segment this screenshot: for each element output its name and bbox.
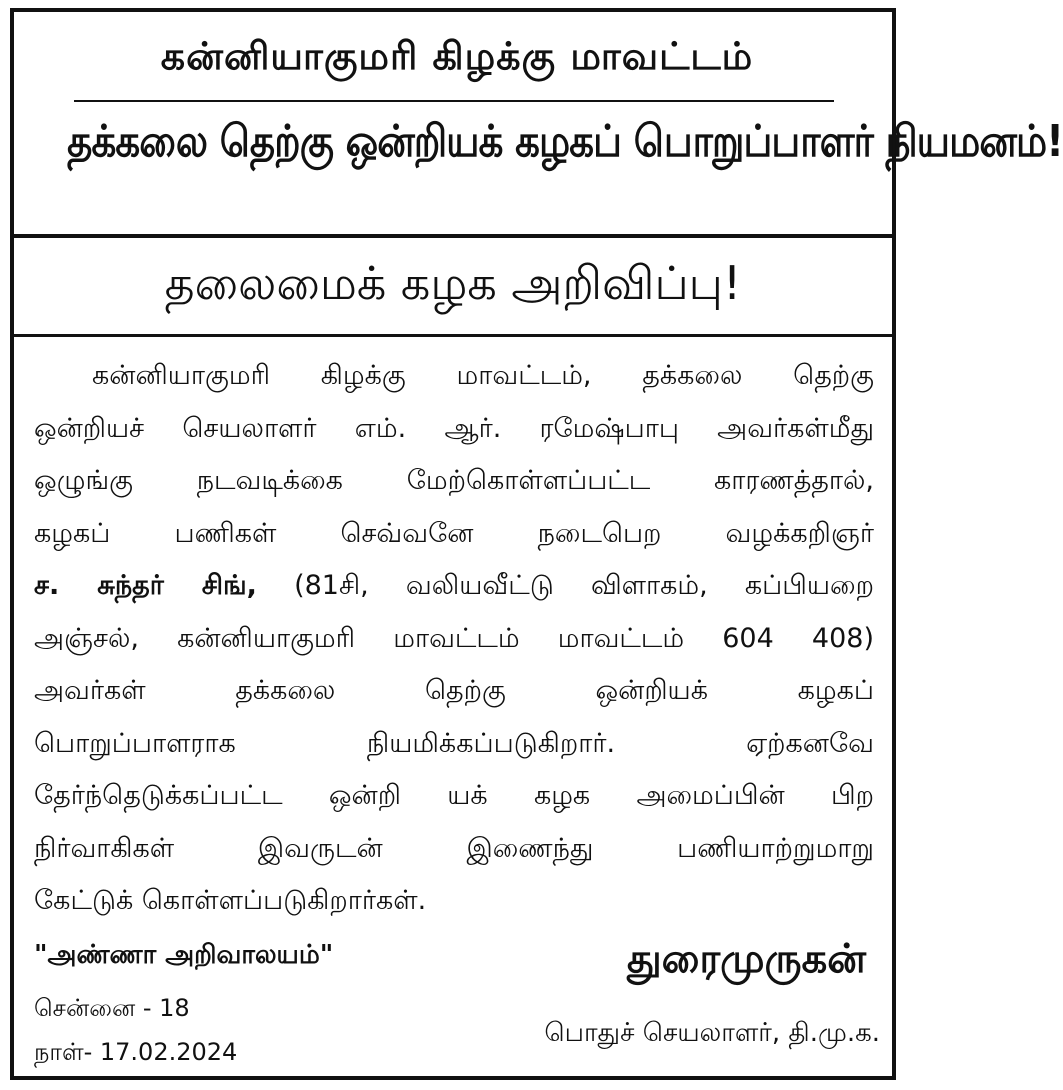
- body-line: [34, 560, 874, 613]
- body-line: கன்னியாகுமரி கிழக்கு மாவட்டம், தக்கலை தெற்கு: [92, 360, 874, 391]
- section-divider-bottom: [14, 334, 892, 337]
- notice-date: நாள்- 17.02.2024: [34, 1038, 238, 1066]
- appointment-headline: தக்கலை தெற்கு ஒன்றியக் கழகப் பொறுப்பாளர் நியமனம்!: [67, 116, 1063, 167]
- district-heading: கன்னியாகுமரி கிழக்கு மாவட்டம்: [160, 34, 754, 78]
- notice-title: தலைமைக் கழக அறிவிப்பு!: [164, 256, 742, 310]
- body-line: நிர்வாகிகள் இவருடன் இணைந்து பணியாற்றுமாறு: [34, 832, 874, 864]
- office-name: "அண்ணா அறிவாலயம்": [34, 940, 334, 970]
- appointee-address: (81சி, வலியவீட்டு விளாகம், கப்பியறை: [256, 570, 874, 601]
- body-line: அவர்கள் தக்கலை தெற்கு ஒன்றியக் கழகப்: [34, 675, 874, 706]
- body-line: அஞ்சல், கன்னியாகுமரி மாவட்டம் மாவட்டம் 604 408): [34, 622, 874, 654]
- signatory-name: துரைமுருகன்: [626, 936, 866, 982]
- body-line: ஒன்றியச் செயலாளர் எம். ஆர். ரமேஷ்பாபு அவர்கள்மீது: [34, 412, 874, 444]
- section-divider-top: [14, 234, 892, 238]
- body-line: தேர்ந்தெடுக்கப்பட்ட ஒன்றி யக் கழக அமைப்பின் பிற: [34, 780, 874, 811]
- notice-frame: [10, 8, 1063, 1080]
- notice-body: [34, 350, 874, 928]
- appointee-name: ச. சுந்தர் சிங்,: [34, 570, 257, 601]
- heading-rule: [74, 100, 834, 102]
- body-line: ஒழுங்கு நடவடிக்கை மேற்கொள்ளப்பட்ட காரணத்தால்,: [34, 465, 874, 496]
- body-line: கேட்டுக் கொள்ளப்படுகிறார்கள்.: [34, 885, 427, 916]
- signatory-title: பொதுச் செயலாளர், தி.மு.க.: [544, 1018, 880, 1048]
- office-city: சென்னை - 18: [34, 994, 190, 1022]
- body-line: கழகப் பணிகள் செவ்வனே நடைபெற வழக்கறிஞர்: [34, 517, 874, 549]
- body-line: பொறுப்பாளராக நியமிக்கப்படுகிறார். ஏற்கனவே: [34, 727, 874, 759]
